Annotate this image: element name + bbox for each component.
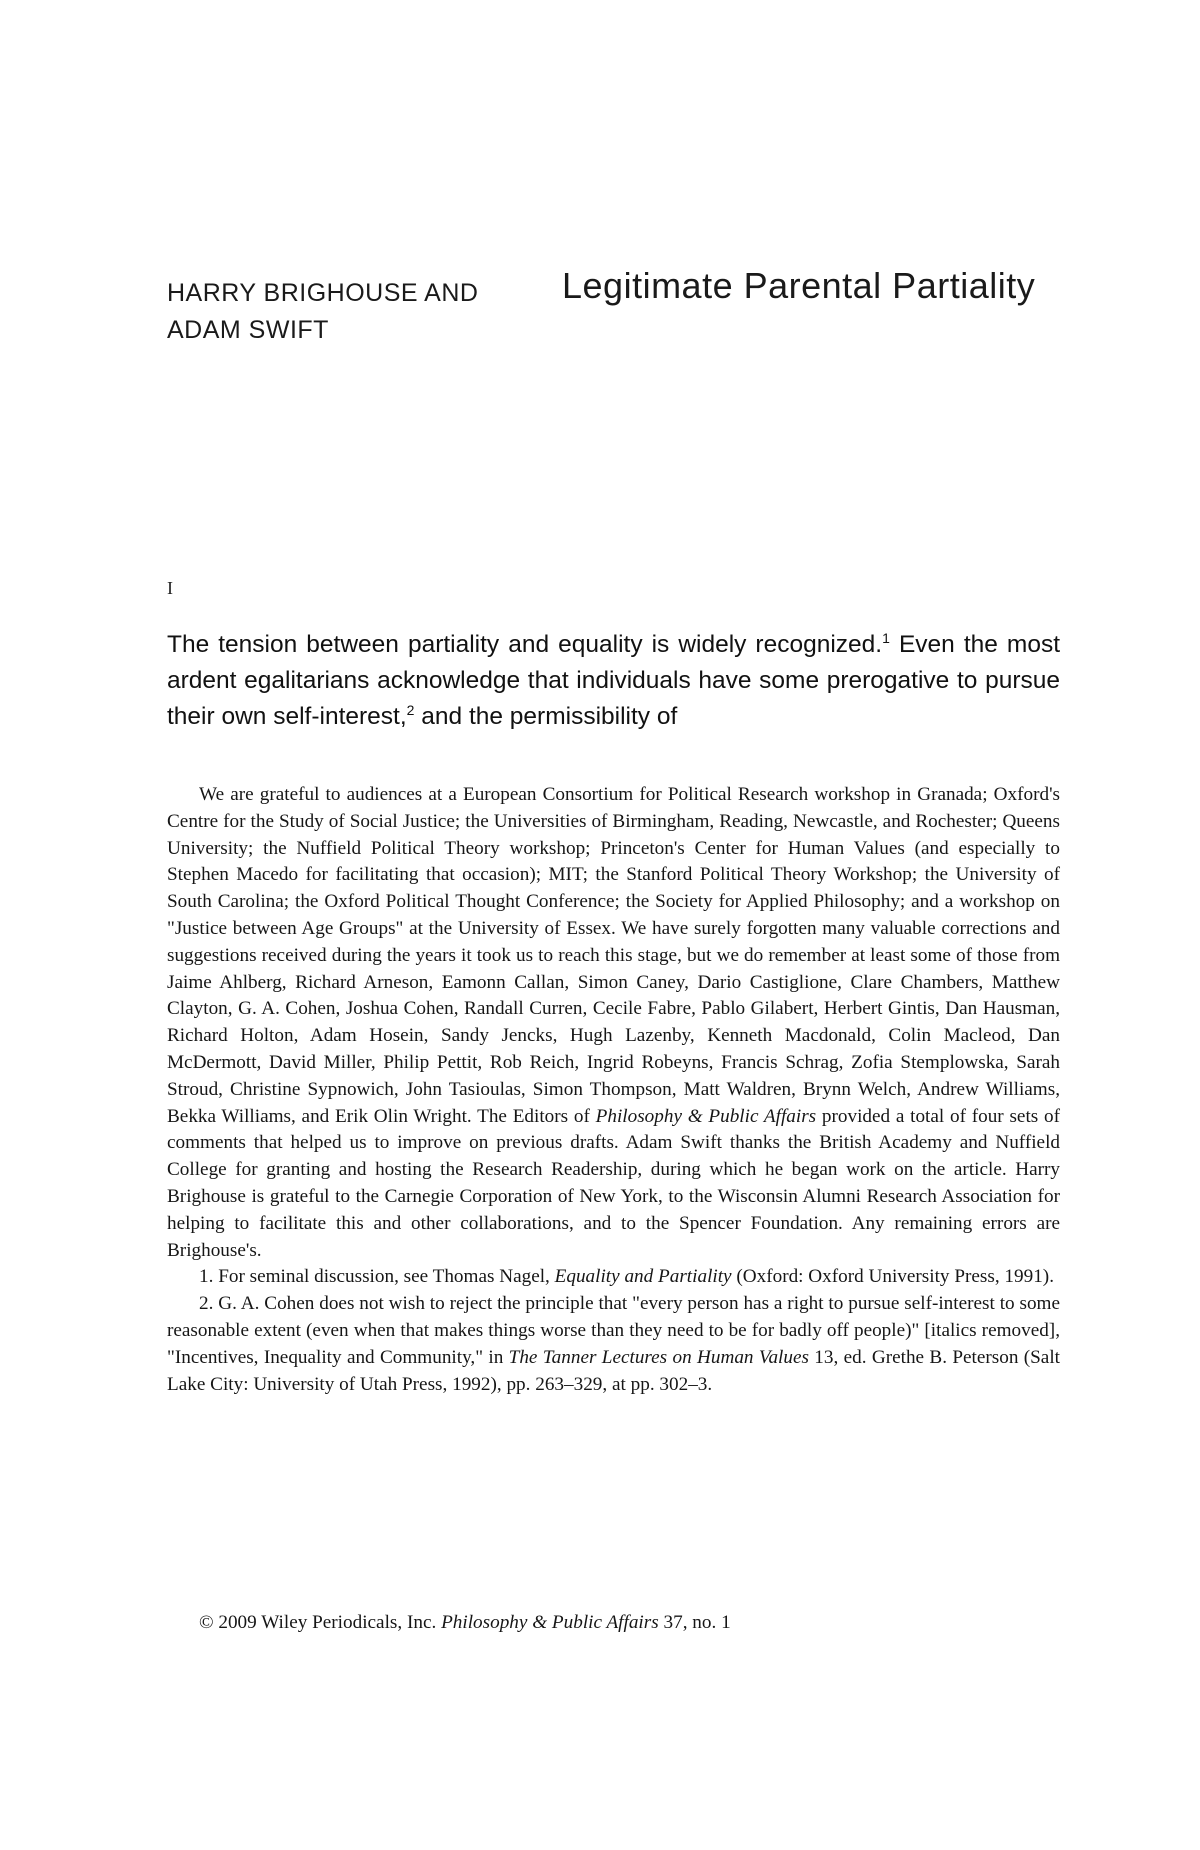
opening-paragraph <box>167 627 1060 735</box>
journal-title: Philosophy & Public Affairs <box>441 1612 659 1633</box>
footnote-ref-2[interactable]: 2 <box>406 701 415 718</box>
author-line-1: HARRY BRIGHOUSE AND <box>167 279 479 307</box>
copyright-line <box>199 1612 731 1634</box>
copyright-text: © 2009 Wiley Periodicals, Inc. <box>199 1612 442 1633</box>
note-text: 13, ed. Grethe B. Peterson (Salt Lake City: University of Utah Press, 1992), pp. 263–329, at pp. 302–3. <box>167 1346 1060 1395</box>
note-text: provided a total of four sets of comments that helped us to improve on previous drafts. Adam Swift thanks the British Academy and Nuffield College for granting and hosting the Research Readership, during which he began work on the article. Harry Brighouse is grateful to the Carnegie Corporation of New York, to the Wisconsin Alumni Research Association for helping to facilitate this and other collaborations, and to the Spencer Foundation. Any remaining errors are Brighouse's. <box>167 1105 1060 1261</box>
book-title: Equality and Partiality <box>554 1266 732 1288</box>
author-line-2: ADAM SWIFT <box>167 316 329 344</box>
article-title: Legitimate Parental Partiality <box>562 265 1036 306</box>
footnotes <box>167 782 1060 1398</box>
issue-number: 37, no. 1 <box>658 1612 731 1633</box>
section-number: I <box>167 578 173 598</box>
note-text: 1. For seminal discussion, see Thomas Nagel, <box>199 1266 555 1288</box>
journal-title: Philosophy & Public Affairs <box>595 1105 817 1127</box>
footnote-2 <box>167 1291 1060 1398</box>
body-text: Even the most ardent egalitarians acknowledge that individuals have some prerogative to pursue their own self-interest, <box>167 631 1060 730</box>
note-text: 2. G. A. Cohen does not wish to reject the principle that "every person has a right to pursue self-interest to some reasonable extent (even when that makes things worse than they need to be for badly off people)" [italics removed], "Incentives, Inequality and Community," in <box>167 1293 1060 1368</box>
footnote-1 <box>167 1264 1060 1291</box>
note-text: We are grateful to audiences at a European Consortium for Political Research workshop in Granada; Oxford's Centre for the Study of Social Justice; the Universities of Birmingham, Reading, Newcastle, and Rochester; Queens University; the Nuffield Political Theory workshop; Princeton's Center for Human Values (and especially to Stephen Macedo for facilitating that occasion); MIT; the Stanford Political Theory Workshop; the University of South Carolina; the Oxford Political Thought Conference; the Society for Applied Philosophy; and a workshop on "Justice between Age Groups" at the University of Essex. We have surely forgotten many valuable corrections and suggestions received during the years it took us to reach this stage, but we do remember at least some of those from Jaime Ahlberg, Richard Arneson, Eamonn Callan, Simon Caney, Dario Castiglione, Clare Chambers, Matthew Clayton, G. A. Cohen, Joshua Cohen, Randall Curren, Cecile Fabre, Pablo Gilabert, Herbert Gintis, Dan Hausman, Richard Holton, Adam Hosein, Sandy Jencks, Hugh Lazenby, Kenneth Macdonald, Colin Macleod, Dan McDermott, David Miller, Philip Pettit, Rob Reich, Ingrid Robeyns, Francis Schrag, Zofia Stemplowska, Sarah Stroud, Christine Sypnowich, John Tasioulas, Simon Thompson, Matt Waldren, Brynn Welch, Andrew Williams, Bekka Williams, and Erik Olin Wright. The Editors of <box>167 784 1060 1127</box>
author-names <box>167 275 527 349</box>
acknowledgment-note <box>167 782 1060 1264</box>
body-text: The tension between partiality and equality is widely recognized. <box>167 631 883 658</box>
book-title: The Tanner Lectures on Human Values <box>508 1346 809 1368</box>
body-text: and the permissibility of <box>414 703 678 730</box>
footnote-ref-1[interactable]: 1 <box>882 629 890 646</box>
note-text: (Oxford: Oxford University Press, 1991). <box>731 1266 1054 1288</box>
